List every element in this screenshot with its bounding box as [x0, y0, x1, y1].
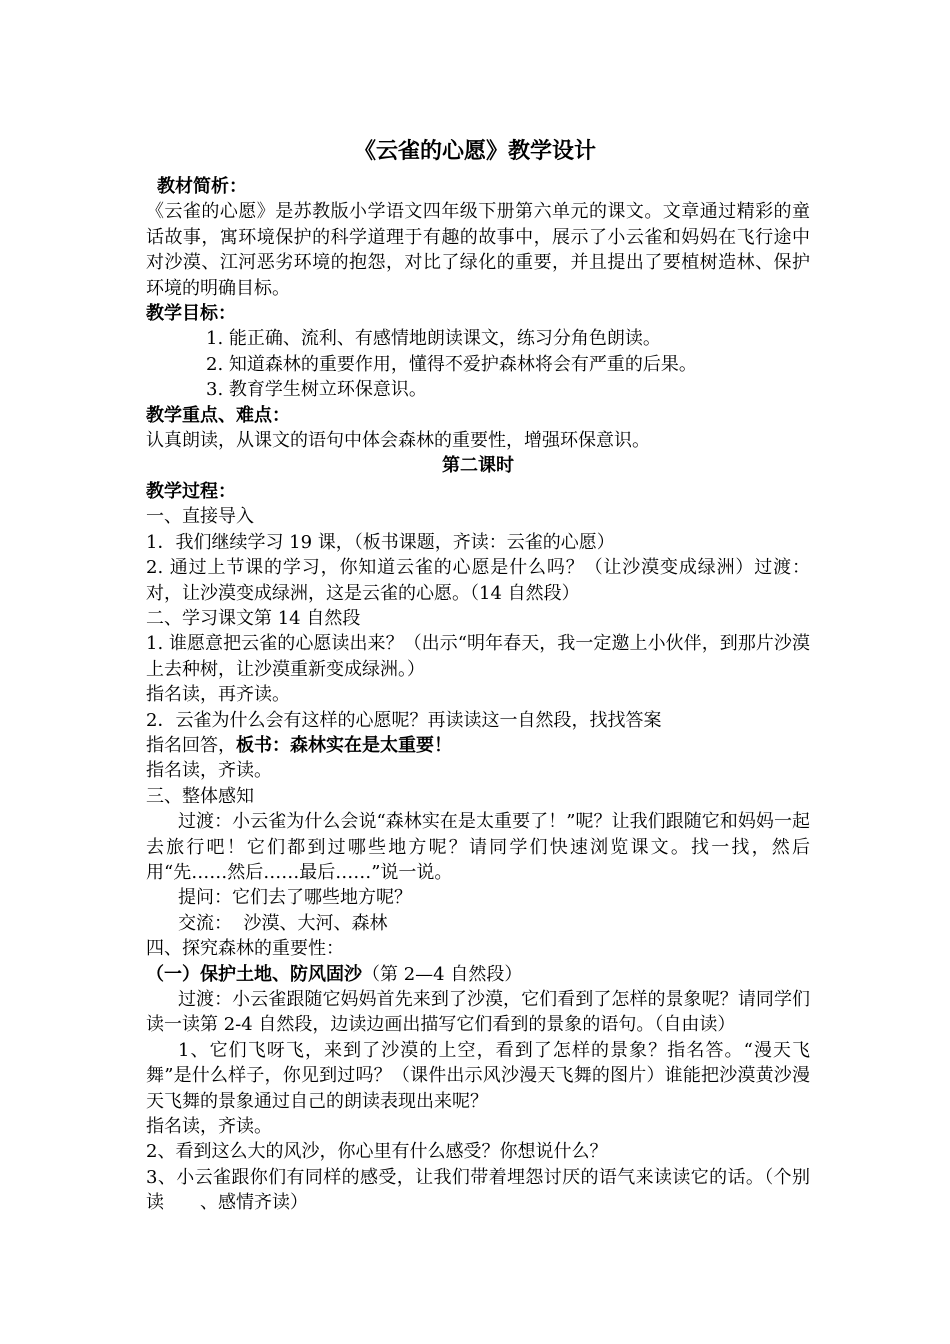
document-body — [146, 174, 810, 1216]
part4-item-1: 1、它们飞呀飞，来到了沙漠的上空，看到了怎样的景象？指名答。“漫天飞舞”是什么样子，你见到过吗？（课件出示风沙漫天飞舞的图片）谁能把沙漠黄沙漫天飞舞的景象通过自己的朗读表现出来呢？ — [146, 1039, 810, 1112]
part2-heading: 二、学习课文第 14 自然段 — [146, 607, 361, 629]
part2-item-2: 2．云雀为什么会有这样的心愿呢？再读读这一自然段，找找答案 — [146, 709, 662, 731]
part3-exchange: 交流： 沙漠、大河、森林 — [178, 912, 388, 934]
part4-transition: 过渡：小云雀跟随它妈妈首先来到了沙漠，它们看到了怎样的景象呢？请同学们读一读第 2-4 自然段，边读边画出描写它们看到的景象的语句。（自由读） — [146, 989, 810, 1036]
part4-item-2: 2、看到这么大的风沙，你心里有什么感受？你想说什么？ — [146, 1141, 608, 1163]
analysis-heading: 教材简析： — [157, 176, 247, 197]
goal-item-3: 3. 教育学生树立环保意识。 — [206, 379, 427, 401]
part1-heading: 一、直接导入 — [146, 506, 254, 528]
part2-line-2: 指名读，再齐读。 — [146, 684, 290, 706]
goals-heading: 教学目标： — [146, 303, 236, 325]
document-title: 《云雀的心愿》教学设计 — [353, 138, 596, 164]
part3-transition: 过渡：小云雀为什么会说“森林实在是太重要了！”呢？让我们跟随它和妈妈一起去旅行吧！它们都到过哪些地方呢？请同学们快速浏览课文。找一找，然后用“先……然后……最后……”说一说。 — [146, 811, 810, 883]
part3-question: 提问：它们去了哪些地方呢？ — [178, 887, 412, 909]
part4-subheading — [146, 962, 810, 987]
part1-item-2: 2. 通过上节课的学习，你知道云雀的心愿是什么吗？（让沙漠变成绿洲）过渡：对，让沙漠变成绿洲，这是云雀的心愿。（14 自然段） — [146, 557, 810, 604]
part2-answer-line — [146, 733, 810, 758]
part4-heading: 四、探究森林的重要性： — [146, 938, 344, 960]
part4-item-3: 3、小云雀跟你们有同样的感受，让我们带着埋怨讨厌的语气来读读它的话。（个别读 、感情齐读） — [146, 1166, 810, 1214]
part2-item-1: 1. 谁愿意把云雀的心愿读出来？（出示“明年春天，我一定邀上小伙伴，到那片沙漠上去种树，让沙漠重新变成绿洲。） — [146, 633, 810, 680]
goal-item-1: 1. 能正确、流利、有感情地朗读课文，练习分角色朗读。 — [206, 328, 661, 350]
process-heading: 教学过程： — [146, 480, 236, 502]
board-writing: 板书：森林实在是太重要！ — [236, 734, 452, 756]
part4-subheading-rest: （第 2—4 自然段） — [362, 963, 523, 985]
part2-line-5: 指名读，齐读。 — [146, 760, 272, 782]
key-points-heading: 教学重点、难点： — [146, 404, 290, 426]
part1-item-1: 1．我们继续学习 19 课，（板书课题，齐读：云雀的心愿） — [146, 531, 615, 553]
part4-subheading-bold: （一）保护土地、防风固沙 — [146, 963, 362, 985]
part2-answer-prefix: 指名回答， — [146, 734, 236, 756]
goal-item-2: 2. 知道森林的重要作用，懂得不爱护森林将会有严重的后果。 — [206, 353, 697, 375]
lesson-heading: 第二课时 — [442, 455, 514, 477]
key-points-text: 认真朗读，从课文的语句中体会森林的重要性，增强环保意识。 — [146, 430, 650, 452]
part3-heading: 三、整体感知 — [146, 785, 254, 807]
analysis-paragraph: 《云雀的心愿》是苏教版小学语文四年级下册第六单元的课文。文章通过精彩的童话故事，寓环境保护的科学道理于有趣的故事中，展示了小云雀和妈妈在飞行途中对沙漠、江河恶劣环境的抱怨，对比了绿化的重要，并且提出了要植树造林、保护环境的明确目标。 — [146, 201, 810, 299]
part4-item-1-end: 指名读，齐读。 — [146, 1116, 272, 1138]
